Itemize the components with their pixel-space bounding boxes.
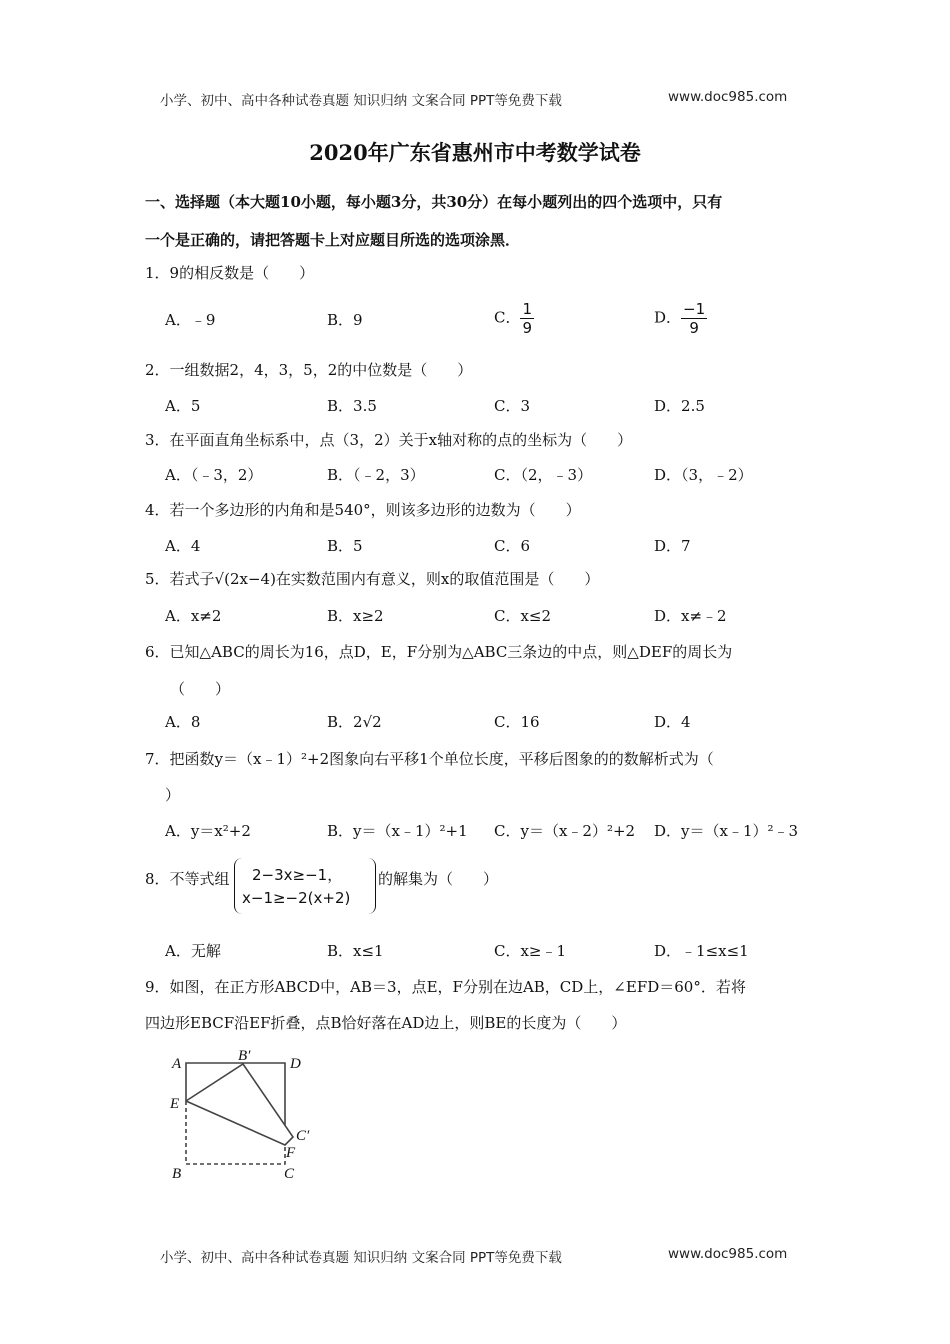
label-c-prime: C′: [296, 1128, 310, 1144]
q1-option-d: D．: [654, 308, 682, 327]
q6-option-d: D．4: [654, 713, 691, 731]
question-3-stem: 3．在平面直角坐标系中，点（3，2）关于x轴对称的点的坐标为（ ）: [145, 431, 633, 449]
question-9-stem-cont: 四边形EBCF沿EF折叠，点B恰好落在AD边上，则BE的长度为（ ）: [145, 1014, 627, 1032]
q4-option-a: A．4: [165, 537, 201, 555]
q7-option-d: D．y＝（x﹣1）²﹣3: [654, 822, 799, 840]
footer-text: 小学、初中、高中各种试卷真题 知识归纳 文案合同 PPT等免费下载: [160, 1250, 562, 1266]
q6-option-b: B．2√2: [327, 713, 382, 731]
q5-option-c: C．x≤2: [494, 607, 552, 625]
question-8-stem-end: 的解集为（ ）: [378, 870, 499, 888]
label-b: B: [172, 1166, 182, 1182]
q5-option-b: B．x≥2: [327, 607, 384, 625]
q1-option-a: A．﹣9: [165, 311, 216, 329]
q8-option-d: D．﹣1≤x≤1: [654, 942, 749, 960]
question-8-stem: 8．不等式组: [145, 870, 230, 888]
label-b-prime: B′: [238, 1048, 251, 1064]
q6-option-c: C．16: [494, 713, 540, 731]
label-f: F: [286, 1145, 296, 1161]
q1-fraction-c: $\frac{1}{9}$: [522, 300, 533, 337]
section-instructions-1: 一、选择题（本大题10小题，每小题3分，共30分）在每小题列出的四个选项中，只有: [145, 193, 723, 211]
question-2-stem: 2．一组数据2，4，3，5，2的中位数是（ ）: [145, 361, 473, 379]
q8-option-a: A．无解: [165, 942, 221, 960]
q7-option-b: B．y＝（x﹣1）²+1: [327, 822, 468, 840]
q2-option-d: D．2.5: [654, 397, 705, 415]
square-solid-edges: [186, 1063, 285, 1125]
q1-option-c: C．: [494, 308, 521, 327]
question-9-stem: 9．如图，在正方形ABCD中，AB＝3，点E，F分别在边AB，CD上，∠EFD＝60°．若将: [145, 978, 746, 996]
folded-quadrilateral: [186, 1064, 293, 1145]
q3-option-c: C．（2，﹣3）: [494, 466, 593, 484]
square-dashed-edges: [186, 1101, 285, 1164]
q5-option-a: A．x≠2: [165, 607, 222, 625]
q4-option-b: B．5: [327, 537, 363, 555]
label-d: D: [290, 1056, 301, 1072]
page-title: 2020年广东省惠州市中考数学试卷: [309, 140, 641, 165]
header-text: 小学、初中、高中各种试卷真题 知识归纳 文案合同 PPT等免费下载: [160, 93, 562, 109]
footer-site: www.doc985.com: [668, 1246, 788, 1262]
q3-option-b: B．（﹣2，3）: [327, 466, 425, 484]
question-1-stem: 1．9的相反数是（ ）: [145, 264, 315, 282]
q8-option-c: C．x≥﹣1: [494, 942, 567, 960]
q8-option-b: B．x≤1: [327, 942, 384, 960]
section-instructions-2: 一个是正确的，请把答题卡上对应题目所选的选项涂黑．: [145, 231, 521, 249]
inequality-2: x−1≥−2(x+2): [242, 889, 351, 907]
q4-option-c: C．6: [494, 537, 531, 555]
inequality-1: 2−3x≥−1，: [252, 866, 343, 884]
q3-option-d: D．（3，﹣2）: [654, 466, 753, 484]
q6-option-a: A．8: [165, 713, 201, 731]
question-4-stem: 4．若一个多边形的内角和是540°，则该多边形的边数为（ ）: [145, 501, 581, 519]
label-c: C: [284, 1166, 295, 1182]
q2-option-b: B．3.5: [327, 397, 377, 415]
question-7-stem-cont: ）: [165, 786, 181, 804]
q2-option-c: C．3: [494, 397, 531, 415]
q7-option-a: A．y＝x²+2: [165, 822, 251, 840]
q7-option-c: C．y＝（x﹣2）²+2: [494, 822, 636, 840]
question-5-stem: 5．若式子√(2x−4)在实数范围内有意义，则x的取值范围是（ ）: [145, 570, 600, 588]
question-6-stem: 6．已知△ABC的周长为16，点D，E，F分别为△ABC三条边的中点，则△DEF的周长为: [145, 643, 733, 661]
label-e: E: [170, 1096, 180, 1112]
header-site: www.doc985.com: [668, 89, 788, 105]
q5-option-d: D．x≠﹣2: [654, 607, 727, 625]
q2-option-a: A．5: [165, 397, 201, 415]
q3-option-a: A．（﹣3，2）: [165, 466, 263, 484]
q4-option-d: D．7: [654, 537, 691, 555]
question-6-stem-cont: （ ）: [170, 680, 231, 698]
question-7-stem: 7．把函数y＝（x﹣1）²+2图象向右平移1个单位长度，平移后图象的的数解析式为（: [145, 750, 714, 768]
q1-option-b: B．9: [327, 311, 363, 329]
label-a: A: [172, 1056, 182, 1072]
q1-fraction-d: $\frac{-1}{9}$: [683, 300, 706, 337]
